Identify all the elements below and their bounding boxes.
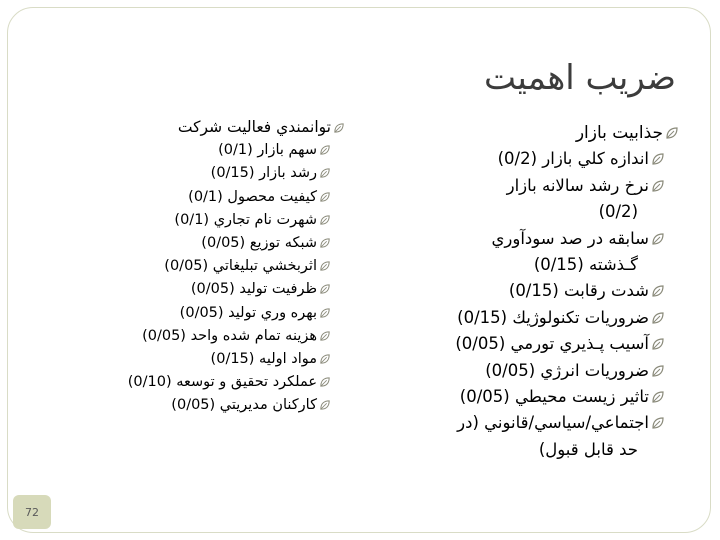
leaf-bullet-icon [320, 400, 330, 410]
list-item-text: شدت رقابت (0/15) [508, 281, 649, 301]
list-item-text: ضروريات انرژي (0/05) [485, 360, 649, 380]
leaf-bullet-icon [652, 338, 664, 350]
leaf-bullet-icon [320, 261, 330, 271]
list-item [378, 384, 678, 410]
list-item [44, 255, 344, 278]
list-item [378, 252, 678, 278]
list-item-text: اندازه كلي بازار (0/2) [497, 149, 649, 169]
leaf-bullet-icon [652, 312, 664, 324]
list-item [44, 186, 344, 209]
list-item [44, 394, 344, 417]
heading-text: جذابيت بازار [575, 123, 663, 143]
list-item-text: سهم بازار (0/1) [218, 142, 317, 159]
list-item-text: (0/2) [598, 202, 638, 222]
leaf-bullet-icon [652, 153, 664, 165]
leaf-bullet-icon [320, 354, 330, 364]
heading-text: توانمندي فعاليت شركت [177, 118, 331, 136]
list-item-text: اثربخشي تبليغاتي (0/05) [164, 258, 317, 275]
list-item [378, 331, 678, 357]
list-item-text: گـذشته (0/15) [533, 255, 638, 275]
list-item [378, 278, 678, 304]
leaf-bullet-icon [320, 238, 330, 248]
list-item [378, 146, 678, 172]
leaf-bullet-icon [320, 284, 330, 294]
list-item [378, 305, 678, 331]
list-item [378, 226, 678, 252]
list-item [44, 139, 344, 162]
leaf-bullet-icon [320, 377, 330, 387]
leaf-bullet-icon [334, 123, 344, 133]
list-item [378, 173, 678, 199]
list-item [44, 302, 344, 325]
list-item-text: هزينه تمام شده واحد (0/05) [142, 327, 317, 344]
list-item-text: ظرفيت توليد (0/05) [190, 281, 317, 298]
list-item [44, 162, 344, 185]
leaf-bullet-icon [320, 168, 330, 178]
left-column-heading [44, 116, 344, 139]
list-item-text: تاثير زيست محيطي (0/05) [459, 387, 649, 407]
leaf-bullet-icon [652, 285, 664, 297]
list-item [44, 325, 344, 348]
list-item-text: اجتماعي/سياسي/قانوني (در [457, 413, 649, 433]
leaf-bullet-icon [652, 180, 664, 192]
left-column [44, 116, 344, 418]
list-item-text: مواد اوليه (0/15) [210, 351, 317, 368]
leaf-bullet-icon [320, 331, 330, 341]
leaf-bullet-icon [652, 365, 664, 377]
list-item [44, 371, 344, 394]
list-item-text: كاركنان مديريتي (0/05) [171, 397, 317, 414]
list-item [44, 278, 344, 301]
leaf-bullet-icon [320, 215, 330, 225]
list-item-text: سابقه در صد سودآوري [491, 228, 649, 248]
list-item-text: آسيب پـذيري تورمي (0/05) [455, 334, 649, 354]
leaf-bullet-icon [652, 391, 664, 403]
list-item [44, 348, 344, 371]
page-number: 72 [13, 495, 51, 529]
list-item-text: بهره وري توليد (0/05) [179, 304, 317, 321]
list-item-text: ضروريات تكنولوژيك (0/15) [457, 307, 649, 327]
list-item-text: عملكرد تحقيق و توسعه (0/10) [127, 374, 317, 391]
list-item-text: شهرت نام تجاري (0/1) [174, 211, 317, 228]
list-item [378, 410, 678, 436]
right-column-heading [378, 120, 678, 146]
leaf-bullet-icon [320, 192, 330, 202]
leaf-bullet-icon [652, 417, 664, 429]
list-item-text: نرخ رشد سالانه بازار [506, 175, 649, 195]
leaf-bullet-icon [652, 233, 664, 245]
list-item-text: كيفيت محصول (0/1) [188, 188, 317, 205]
list-item-text: رشد بازار (0/15) [210, 165, 317, 182]
list-item-text: شبكه توزيع (0/05) [201, 235, 317, 252]
list-item [378, 199, 678, 225]
leaf-bullet-icon [666, 127, 678, 139]
leaf-bullet-icon [320, 145, 330, 155]
right-column [378, 120, 678, 463]
leaf-bullet-icon [320, 308, 330, 318]
list-item [378, 437, 678, 463]
list-item [378, 358, 678, 384]
slide-title: ضريب اهميت [484, 58, 676, 98]
list-item [44, 209, 344, 232]
list-item-text: حد قابل قبول) [538, 439, 638, 459]
list-item [44, 232, 344, 255]
